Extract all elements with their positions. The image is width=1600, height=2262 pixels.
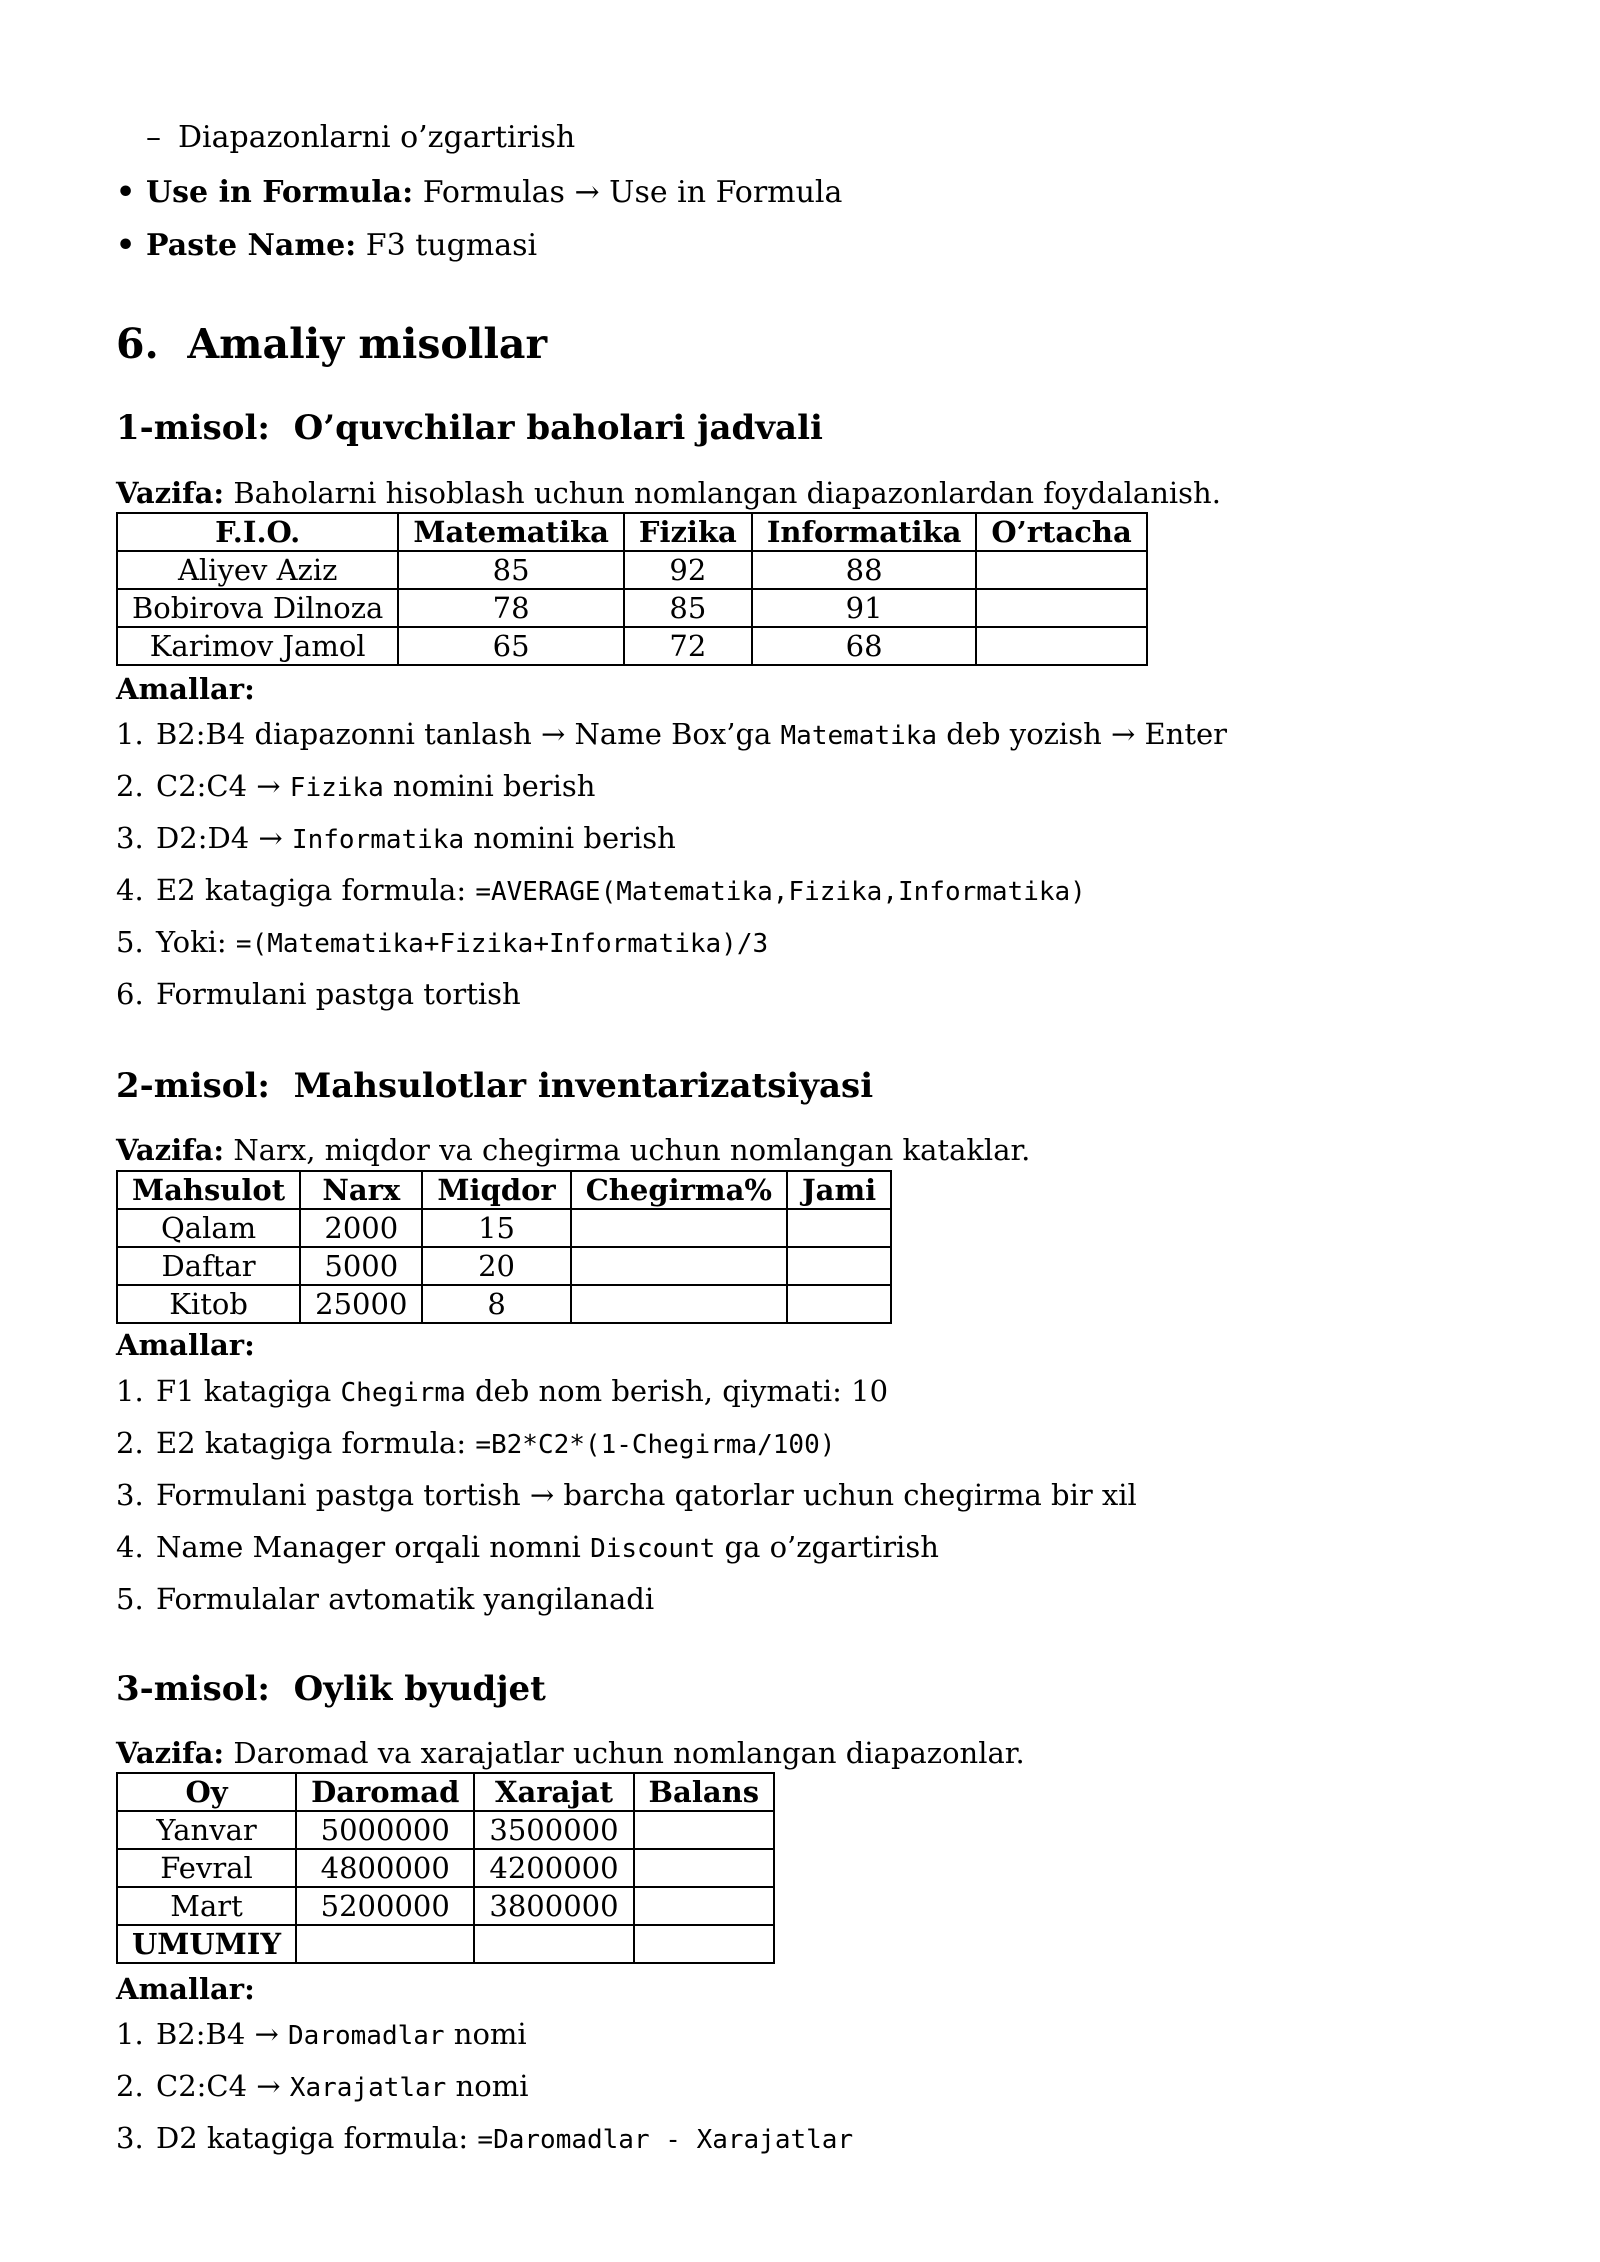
table-cell: Qalam	[117, 1209, 300, 1247]
table-cell: 2000	[300, 1209, 422, 1247]
table-cell	[296, 1925, 474, 1963]
column-header: Informatika	[752, 513, 977, 551]
step-number: 5.	[116, 925, 144, 959]
example-3-steps-label: Amallar:	[116, 1972, 255, 2006]
table-cell: Yanvar	[117, 1811, 296, 1849]
step-text: C2:C4 →	[156, 769, 290, 803]
table-cell: 4800000	[296, 1849, 474, 1887]
example-1-title: 1-misol: O’quvchilar baholari jadvali	[116, 408, 823, 448]
step-item	[116, 1365, 1137, 1417]
column-header: Fizika	[624, 513, 752, 551]
step-item	[116, 812, 1227, 864]
example-3-steps	[116, 2008, 853, 2164]
step-text: C2:C4 →	[156, 2069, 290, 2103]
step-text: B2:B4 →	[156, 2017, 289, 2051]
step-number: 4.	[116, 1530, 144, 1564]
example-1-steps-label: Amallar:	[116, 672, 255, 706]
step-text: E2 katagiga formula:	[156, 873, 476, 907]
table-row	[117, 1247, 891, 1285]
table-cell: 5200000	[296, 1887, 474, 1925]
intro-dash-text: Diapazonlarni o’zgartirish	[178, 120, 576, 155]
step-text: ga o’zgartirish	[715, 1530, 939, 1564]
code-text: Xarajatlar	[289, 2073, 447, 2103]
bullet-label: Paste Name:	[146, 228, 357, 263]
table-row	[117, 627, 1147, 665]
example-3-table	[116, 1772, 775, 1964]
code-text: Informatika	[291, 825, 465, 855]
table-cell: Bobirova Dilnoza	[117, 589, 398, 627]
step-item	[116, 2060, 853, 2112]
table-cell: 3800000	[474, 1887, 633, 1925]
table-header-row	[117, 1171, 891, 1209]
table-cell: 20	[422, 1247, 570, 1285]
table-cell	[976, 627, 1146, 665]
step-number: 3.	[116, 1478, 144, 1512]
step-item	[116, 916, 1227, 968]
bullet-icon: •	[116, 175, 136, 210]
column-header: Jami	[787, 1171, 891, 1209]
step-number: 3.	[116, 821, 144, 855]
task-text: Narx, miqdor va chegirma uchun nomlangan kataklar.	[233, 1133, 1031, 1167]
column-header: Daromad	[296, 1773, 474, 1811]
intro-bullet-use-in-formula	[116, 167, 842, 219]
example-2-title: 2-misol: Mahsulotlar inventarizatsiyasi	[116, 1066, 874, 1106]
step-item	[116, 1469, 1137, 1521]
column-header: F.I.O.	[117, 513, 398, 551]
step-text: nomini berish	[383, 769, 596, 803]
table-cell	[634, 1925, 775, 1963]
step-number: 1.	[116, 2017, 144, 2051]
step-text: nomi	[446, 2069, 529, 2103]
step-item	[116, 1521, 1137, 1573]
table-row	[117, 1285, 891, 1323]
example-1-table	[116, 512, 1148, 666]
table-row	[117, 1209, 891, 1247]
step-item	[116, 708, 1227, 760]
step-item	[116, 968, 1227, 1020]
table-cell: 85	[398, 551, 624, 589]
column-header: Xarajat	[474, 1773, 633, 1811]
step-text: E2 katagiga formula:	[156, 1426, 476, 1460]
table-row	[117, 551, 1147, 589]
table-cell: Fevral	[117, 1849, 296, 1887]
step-number: 3.	[116, 2121, 144, 2155]
table-cell: Daftar	[117, 1247, 300, 1285]
table-cell: 68	[752, 627, 977, 665]
table-cell: 92	[624, 551, 752, 589]
table-cell	[634, 1849, 775, 1887]
step-item	[116, 760, 1227, 812]
example-3-task	[116, 1736, 1025, 1770]
table-cell: Kitob	[117, 1285, 300, 1323]
step-number: 2.	[116, 769, 144, 803]
example-1-task	[116, 476, 1221, 510]
step-number: 2.	[116, 2069, 144, 2103]
intro-bullet-paste-name	[116, 220, 537, 272]
code-text: Discount	[590, 1534, 716, 1564]
table-header-row	[117, 513, 1147, 551]
column-header: Matematika	[398, 513, 624, 551]
table-cell: 25000	[300, 1285, 422, 1323]
bullet-label: Use in Formula:	[146, 175, 414, 210]
table-cell: 85	[624, 589, 752, 627]
table-cell: 5000	[300, 1247, 422, 1285]
task-label: Vazifa:	[116, 476, 225, 510]
table-cell	[571, 1247, 787, 1285]
intro-dash-item	[116, 112, 575, 164]
column-header: Miqdor	[422, 1171, 570, 1209]
step-text: D2:D4 →	[156, 821, 292, 855]
step-number: 1.	[116, 717, 144, 751]
step-text: nomi	[444, 2017, 527, 2051]
table-cell: 5000000	[296, 1811, 474, 1849]
table-cell: UMUMIY	[117, 1925, 296, 1963]
step-number: 6.	[116, 977, 144, 1011]
step-number: 4.	[116, 873, 144, 907]
step-text: deb yozish → Enter	[937, 717, 1228, 751]
table-cell: 8	[422, 1285, 570, 1323]
column-header: Chegirma%	[571, 1171, 787, 1209]
table-header-row	[117, 1773, 774, 1811]
task-text: Baholarni hisoblash uchun nomlangan diapazonlardan foydalanish.	[233, 476, 1221, 510]
table-row	[117, 1925, 774, 1963]
column-header: Mahsulot	[117, 1171, 300, 1209]
step-number: 2.	[116, 1426, 144, 1460]
table-cell: 88	[752, 551, 977, 589]
code-text: Daromadlar	[288, 2021, 445, 2051]
table-row	[117, 1887, 774, 1925]
example-2-steps	[116, 1365, 1137, 1625]
table-cell	[787, 1209, 891, 1247]
table-cell	[634, 1811, 775, 1849]
column-header: O’rtacha	[976, 513, 1146, 551]
step-text: Formulani pastga tortish → barcha qatorlar uchun chegirma bir xil	[156, 1478, 1137, 1512]
step-text: nomini berish	[464, 821, 676, 855]
code-text: Fizika	[289, 773, 384, 803]
bullet-text: Formulas → Use in Formula	[422, 175, 843, 210]
table-row	[117, 1849, 774, 1887]
step-item	[116, 2008, 853, 2060]
step-text: deb nom berish, qiymati: 10	[465, 1374, 889, 1408]
example-2-task	[116, 1133, 1030, 1167]
code-text: =(Matematika+Fizika+Informatika)/3	[235, 929, 769, 959]
table-cell: 4200000	[474, 1849, 633, 1887]
step-item	[116, 2112, 853, 2164]
example-2-table	[116, 1170, 892, 1324]
example-3-title: 3-misol: Oylik byudjet	[116, 1669, 546, 1709]
table-cell	[787, 1247, 891, 1285]
dash-mark: –	[146, 120, 161, 155]
step-text: B2:B4 diapazonni tanlash → Name Box’ga	[156, 717, 781, 751]
table-cell: 65	[398, 627, 624, 665]
example-1-steps	[116, 708, 1227, 1020]
table-cell	[571, 1209, 787, 1247]
column-header: Balans	[634, 1773, 775, 1811]
step-text: Formulani pastga tortish	[156, 977, 521, 1011]
example-2-steps-label: Amallar:	[116, 1328, 255, 1362]
table-cell	[474, 1925, 633, 1963]
step-number: 1.	[116, 1374, 144, 1408]
bullet-text: F3 tugmasi	[365, 228, 538, 263]
table-cell: 78	[398, 589, 624, 627]
code-text: =B2*C2*(1-Chegirma/100)	[475, 1430, 836, 1460]
bullet-icon: •	[116, 228, 136, 263]
task-label: Vazifa:	[116, 1736, 225, 1770]
table-cell	[634, 1887, 775, 1925]
step-item	[116, 864, 1227, 916]
table-cell	[976, 551, 1146, 589]
code-text: =AVERAGE(Matematika,Fizika,Informatika)	[475, 877, 1086, 907]
code-text: Chegirma	[340, 1378, 466, 1408]
step-number: 5.	[116, 1582, 144, 1616]
code-text: Matematika	[780, 721, 938, 751]
code-text: =Daromadlar - Xarajatlar	[477, 2125, 854, 2155]
table-cell	[787, 1285, 891, 1323]
table-cell: 91	[752, 589, 977, 627]
step-text: Yoki:	[156, 925, 236, 959]
table-cell: 72	[624, 627, 752, 665]
table-cell	[571, 1285, 787, 1323]
step-text: Name Manager orqali nomni	[156, 1530, 591, 1564]
table-cell: 3500000	[474, 1811, 633, 1849]
step-text: D2 katagiga formula:	[156, 2121, 478, 2155]
step-item	[116, 1417, 1137, 1469]
table-cell: Karimov Jamol	[117, 627, 398, 665]
step-item	[116, 1573, 1137, 1625]
table-row	[117, 589, 1147, 627]
step-text: Formulalar avtomatik yangilanadi	[156, 1582, 655, 1616]
step-text: F1 katagiga	[156, 1374, 341, 1408]
table-cell: Mart	[117, 1887, 296, 1925]
table-cell: Aliyev Aziz	[117, 551, 398, 589]
section-title: 6. Amaliy misollar	[116, 320, 548, 368]
column-header: Narx	[300, 1171, 422, 1209]
task-text: Daromad va xarajatlar uchun nomlangan diapazonlar.	[233, 1736, 1025, 1770]
table-cell	[976, 589, 1146, 627]
table-cell: 15	[422, 1209, 570, 1247]
column-header: Oy	[117, 1773, 296, 1811]
task-label: Vazifa:	[116, 1133, 225, 1167]
table-row	[117, 1811, 774, 1849]
